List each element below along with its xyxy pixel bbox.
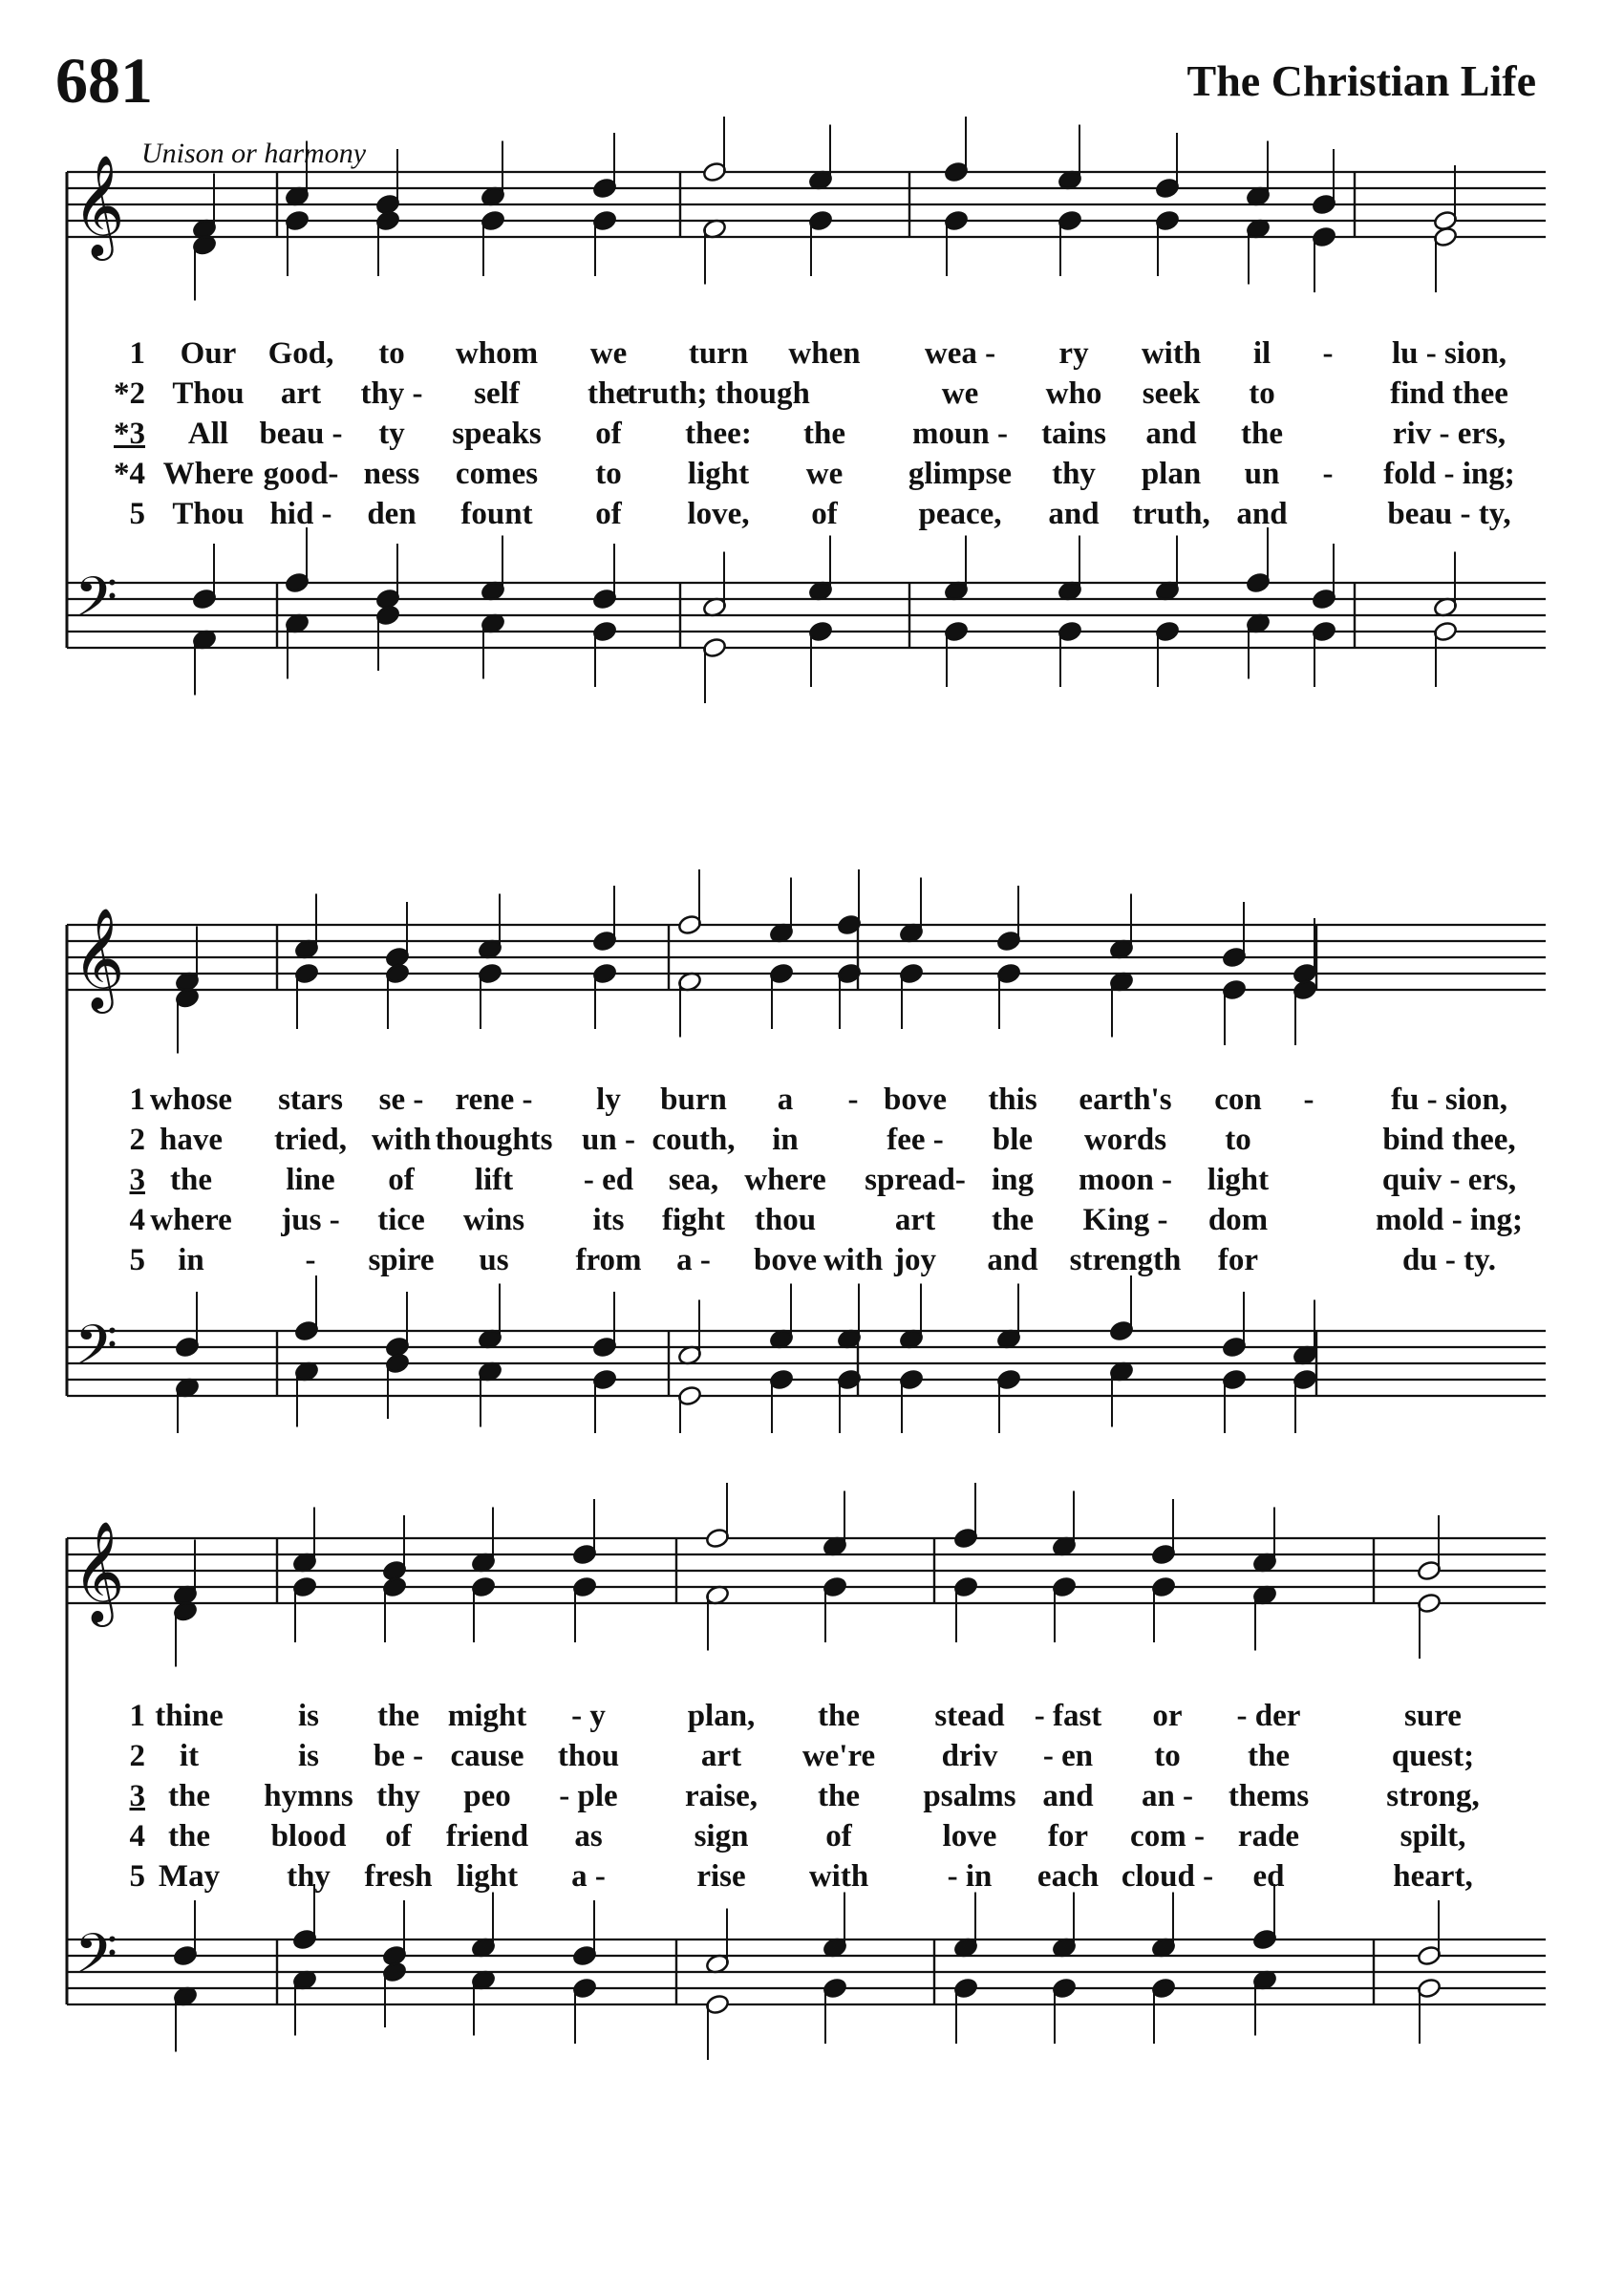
lyric-syllable: we	[941, 376, 979, 411]
lyric-syllable: and	[1042, 1779, 1094, 1813]
lyric-syllable: of	[595, 497, 622, 531]
verse-number: 5	[129, 497, 145, 531]
treble-clef-icon: 𝄞	[73, 907, 125, 1009]
lyric-syllable: Where	[162, 457, 254, 491]
lyric-syllable: rene -	[455, 1082, 533, 1117]
performance-note: Unison or harmony	[141, 138, 367, 169]
lyric-syllable: the	[168, 1819, 210, 1854]
lyric-syllable: - en	[1042, 1739, 1094, 1773]
lyric-syllable: plan	[1141, 457, 1202, 491]
lyric-syllable: lift	[474, 1163, 514, 1197]
section-title: The Christian Life	[1186, 56, 1536, 105]
lyric-syllable: in	[178, 1243, 204, 1277]
lyric-syllable: wins	[462, 1203, 525, 1237]
lyric-syllable: the	[818, 1779, 860, 1813]
lyric-syllable: raise,	[684, 1779, 759, 1813]
lyric-syllable: den	[367, 497, 417, 531]
lyric-syllable: wea -	[924, 336, 996, 371]
lyric-syllable: light	[687, 457, 750, 491]
lyric-syllable: - ed	[583, 1163, 634, 1197]
lyric-syllable: beau - ty,	[1387, 497, 1511, 531]
lyric-syllable: psalms	[923, 1779, 1016, 1813]
lyric-syllable: thy	[376, 1779, 420, 1813]
lyric-syllable: where	[150, 1203, 232, 1237]
lyric-syllable: to	[378, 336, 405, 371]
verse-number: *4	[114, 457, 145, 491]
lyric-syllable: line	[286, 1163, 335, 1197]
lyric-syllable: stead	[934, 1699, 1005, 1733]
bass-clef-icon: 𝄢	[75, 1313, 118, 1391]
lyric-syllable: -	[305, 1243, 316, 1277]
lyric-syllable: and	[1236, 497, 1288, 531]
lyric-syllable: ty	[378, 417, 405, 451]
lyric-syllable: to	[1249, 376, 1275, 411]
lyric-syllable: May	[158, 1859, 221, 1894]
lyric-syllable: of	[595, 417, 622, 451]
lyric-syllable: mold - ing;	[1375, 1203, 1524, 1237]
lyric-syllable: thou	[754, 1203, 817, 1237]
lyric-syllable: -	[1322, 336, 1334, 371]
verse-number: 5	[129, 1859, 145, 1894]
lyric-syllable: lu - sion,	[1391, 336, 1507, 371]
lyric-syllable: we	[589, 336, 628, 371]
lyric-syllable: in	[772, 1123, 799, 1157]
lyric-line	[0, 1082, 1624, 1121]
lyric-syllable: un	[1244, 457, 1280, 491]
lyric-syllable: ing	[991, 1163, 1035, 1197]
lyric-syllable: hymns	[264, 1779, 353, 1813]
lyric-syllable: fu - sion,	[1391, 1082, 1507, 1117]
lyric-syllable: ly	[596, 1082, 621, 1117]
lyric-line	[0, 1739, 1624, 1777]
lyric-syllable: thy	[1052, 457, 1096, 491]
lyric-syllable: sign	[694, 1819, 749, 1854]
lyric-syllable: tice	[377, 1203, 425, 1237]
treble-clef-icon: 𝄞	[73, 1520, 125, 1622]
lyric-line	[0, 376, 1624, 415]
lyric-syllable: Thou	[172, 376, 245, 411]
lyric-syllable: thine	[155, 1699, 224, 1733]
lyric-syllable: to	[1225, 1123, 1251, 1157]
lyric-syllable: seek	[1142, 376, 1201, 411]
lyric-syllable: with	[823, 1243, 884, 1277]
verse-number: *3	[114, 417, 145, 451]
lyric-syllable: the	[377, 1699, 419, 1733]
lyric-syllable: tains	[1041, 417, 1106, 451]
lyric-syllable: sure	[1404, 1699, 1462, 1733]
lyric-syllable: du - ty.	[1401, 1243, 1497, 1277]
lyric-syllable: - in	[947, 1859, 993, 1894]
lyric-syllable: thems	[1228, 1779, 1310, 1813]
lyric-syllable: speaks	[452, 417, 542, 451]
lyric-syllable: fee -	[887, 1123, 944, 1157]
verse-number: 4	[129, 1819, 145, 1854]
lyric-syllable: of	[825, 1819, 852, 1854]
lyric-syllable: its	[592, 1203, 625, 1237]
lyric-syllable: riv - ers,	[1392, 417, 1506, 451]
lyric-syllable: the	[992, 1203, 1034, 1237]
lyric-syllable: thy -	[360, 376, 423, 411]
lyric-syllable: - der	[1236, 1699, 1301, 1733]
lyric-syllable: God,	[267, 336, 334, 371]
lyric-line	[0, 1819, 1624, 1857]
lyric-syllable: the	[170, 1163, 212, 1197]
lyric-syllable: bove	[884, 1082, 947, 1117]
lyric-syllable: beau -	[259, 417, 343, 451]
lyric-syllable: moon -	[1078, 1163, 1173, 1197]
lyric-syllable: as	[574, 1819, 603, 1854]
lyric-syllable: this	[988, 1082, 1037, 1117]
lyric-syllable: glimpse	[908, 457, 1013, 491]
lyric-syllable: dom	[1207, 1203, 1269, 1237]
lyric-syllable: be -	[373, 1739, 424, 1773]
lyric-line	[0, 1123, 1624, 1161]
lyric-line	[0, 1243, 1624, 1281]
lyric-syllable: cloud -	[1121, 1859, 1214, 1894]
lyric-syllable: fold - ing;	[1383, 457, 1515, 491]
lyric-syllable: art	[894, 1203, 936, 1237]
lyric-syllable: thoughts	[435, 1123, 553, 1157]
lyric-syllable: turn	[688, 336, 749, 371]
verse-number: 1	[129, 1082, 145, 1117]
verse-number: 1	[129, 1699, 145, 1733]
lyric-syllable: whose	[149, 1082, 233, 1117]
lyric-syllable: heart,	[1393, 1859, 1473, 1894]
lyric-syllable: with	[371, 1123, 432, 1157]
lyric-syllable: and	[987, 1243, 1038, 1277]
lyric-syllable: friend	[445, 1819, 529, 1854]
lyric-syllable: to	[1154, 1739, 1181, 1773]
lyric-syllable: truth; though	[627, 376, 810, 411]
lyric-syllable: strength	[1069, 1243, 1182, 1277]
lyric-line	[0, 1203, 1624, 1241]
lyric-syllable: for	[1047, 1819, 1089, 1854]
lyric-line	[0, 1779, 1624, 1817]
lyric-syllable: might	[447, 1699, 527, 1733]
lyric-syllable: ble	[992, 1123, 1034, 1157]
lyric-syllable: cause	[450, 1739, 524, 1773]
lyric-syllable: light	[1207, 1163, 1270, 1197]
lyric-syllable: each	[1036, 1859, 1100, 1894]
lyric-syllable: rade	[1237, 1819, 1300, 1854]
lyric-syllable: ed	[1252, 1859, 1285, 1894]
lyric-syllable: art	[700, 1739, 742, 1773]
lyric-syllable: we	[805, 457, 844, 491]
lyric-syllable: or	[1152, 1699, 1183, 1733]
lyric-syllable: and	[1048, 497, 1100, 531]
lyric-syllable: whom	[455, 336, 539, 371]
lyric-syllable: thou	[557, 1739, 620, 1773]
lyric-syllable: the	[588, 376, 630, 411]
lyric-syllable: is	[297, 1739, 320, 1773]
lyric-line	[0, 1163, 1624, 1201]
lyric-syllable: spire	[368, 1243, 435, 1277]
lyric-syllable: the	[803, 417, 845, 451]
lyric-syllable: have	[160, 1123, 223, 1157]
lyric-syllable: spilt,	[1400, 1819, 1466, 1854]
lyric-line	[0, 457, 1624, 495]
lyric-syllable: jus -	[281, 1203, 340, 1237]
lyric-syllable: earth's	[1079, 1082, 1172, 1117]
lyric-syllable: the	[168, 1779, 210, 1813]
verse-number: 3	[129, 1163, 145, 1197]
lyric-syllable: find thee	[1390, 376, 1508, 411]
lyric-line	[0, 336, 1624, 375]
lyric-syllable: quiv - ers,	[1381, 1163, 1517, 1197]
treble-clef-icon: 𝄞	[73, 154, 125, 256]
lyric-line	[0, 1859, 1624, 1897]
lyric-syllable: bove	[754, 1243, 817, 1277]
lyric-syllable: for	[1217, 1243, 1259, 1277]
lyric-syllable: -	[1303, 1082, 1314, 1117]
lyric-syllable: of	[811, 497, 838, 531]
lyric-syllable: bind thee,	[1382, 1123, 1516, 1157]
lyric-syllable: se -	[378, 1082, 424, 1117]
hymn-number: 681	[55, 44, 153, 117]
lyric-syllable: stars	[278, 1082, 343, 1117]
lyric-syllable: of	[385, 1819, 412, 1854]
lyric-syllable: -	[1322, 457, 1334, 491]
lyric-syllable: joy	[894, 1243, 936, 1277]
bass-clef-icon: 𝄢	[75, 565, 118, 643]
lyric-syllable: love	[942, 1819, 997, 1854]
lyric-syllable: the	[818, 1699, 860, 1733]
lyric-syllable: truth,	[1132, 497, 1210, 531]
lyric-syllable: self	[474, 376, 520, 411]
lyric-syllable: comes	[455, 457, 539, 491]
lyric-syllable: plan,	[687, 1699, 756, 1733]
lyric-syllable: us	[479, 1243, 509, 1277]
lyric-syllable: when	[788, 336, 861, 371]
lyric-syllable: hid -	[269, 497, 332, 531]
lyric-syllable: who	[1045, 376, 1102, 411]
lyric-syllable: the	[1241, 417, 1283, 451]
lyric-syllable: is	[297, 1699, 320, 1733]
verse-number: 2	[129, 1739, 145, 1773]
lyric-syllable: burn	[660, 1082, 727, 1117]
lyric-syllable: a	[777, 1082, 794, 1117]
lyric-syllable: spread-	[865, 1163, 966, 1197]
lyric-syllable: com -	[1130, 1819, 1205, 1854]
lyric-syllable: thee:	[685, 417, 752, 451]
lyric-syllable: strong,	[1386, 1779, 1480, 1813]
lyric-syllable: fight	[662, 1203, 725, 1237]
lyric-line	[0, 497, 1624, 535]
lyric-syllable: good-	[263, 457, 339, 491]
verse-number: 3	[129, 1779, 145, 1813]
lyric-syllable: art	[280, 376, 322, 411]
lyric-syllable: fount	[460, 497, 533, 531]
lyric-syllable: peo	[463, 1779, 511, 1813]
lyric-syllable: King -	[1082, 1203, 1168, 1237]
verse-number: 2	[129, 1123, 145, 1157]
lyric-line	[0, 1699, 1624, 1737]
lyric-syllable: Our	[180, 336, 237, 371]
lyric-syllable: ness	[363, 457, 420, 491]
lyric-syllable: - y	[571, 1699, 606, 1733]
lyric-syllable: with	[808, 1859, 869, 1894]
lyric-syllable: light	[456, 1859, 519, 1894]
lyric-syllable: driv	[941, 1739, 998, 1773]
lyric-syllable: couth,	[652, 1123, 736, 1157]
lyric-syllable: con	[1214, 1082, 1262, 1117]
lyric-syllable: quest;	[1391, 1739, 1475, 1773]
verse-number: 4	[129, 1203, 145, 1237]
verse-number: 5	[129, 1243, 145, 1277]
lyric-syllable: Thou	[172, 497, 245, 531]
lyric-syllable: rise	[696, 1859, 746, 1894]
bass-clef-icon: 𝄢	[75, 1921, 118, 2000]
lyric-syllable: love,	[687, 497, 750, 531]
lyric-syllable: an -	[1141, 1779, 1194, 1813]
lyric-syllable: - ple	[559, 1779, 618, 1813]
lyric-syllable: a -	[676, 1243, 711, 1277]
lyric-syllable: of	[388, 1163, 415, 1197]
lyric-syllable: and	[1145, 417, 1197, 451]
lyric-syllable: ry	[1058, 336, 1089, 371]
verse-number: *2	[114, 376, 145, 411]
lyric-syllable: a -	[571, 1859, 606, 1894]
lyric-syllable: the	[1248, 1739, 1290, 1773]
lyric-syllable: tried,	[273, 1123, 348, 1157]
lyric-syllable: to	[595, 457, 622, 491]
lyric-syllable: it	[179, 1739, 200, 1773]
lyric-syllable: fresh	[364, 1859, 433, 1894]
lyric-syllable: -	[847, 1082, 859, 1117]
treble-staff	[67, 1538, 1546, 1603]
lyric-syllable: moun -	[912, 417, 1008, 451]
lyric-syllable: with	[1141, 336, 1202, 371]
lyric-syllable: where	[744, 1163, 826, 1197]
lyric-syllable: blood	[270, 1819, 347, 1854]
lyric-syllable: from	[575, 1243, 642, 1277]
lyric-syllable: - fast	[1034, 1699, 1102, 1733]
lyric-syllable: sea,	[668, 1163, 719, 1197]
lyric-syllable: un -	[582, 1123, 635, 1157]
bass-staff	[67, 1939, 1546, 2004]
lyric-syllable: All	[187, 417, 229, 451]
lyric-syllable: words	[1083, 1123, 1167, 1157]
verse-number: 1	[129, 336, 145, 371]
lyric-syllable: il	[1252, 336, 1271, 371]
lyric-line	[0, 417, 1624, 455]
lyric-syllable: we're	[801, 1739, 876, 1773]
lyric-syllable: thy	[287, 1859, 331, 1894]
lyric-syllable: peace,	[918, 497, 1002, 531]
